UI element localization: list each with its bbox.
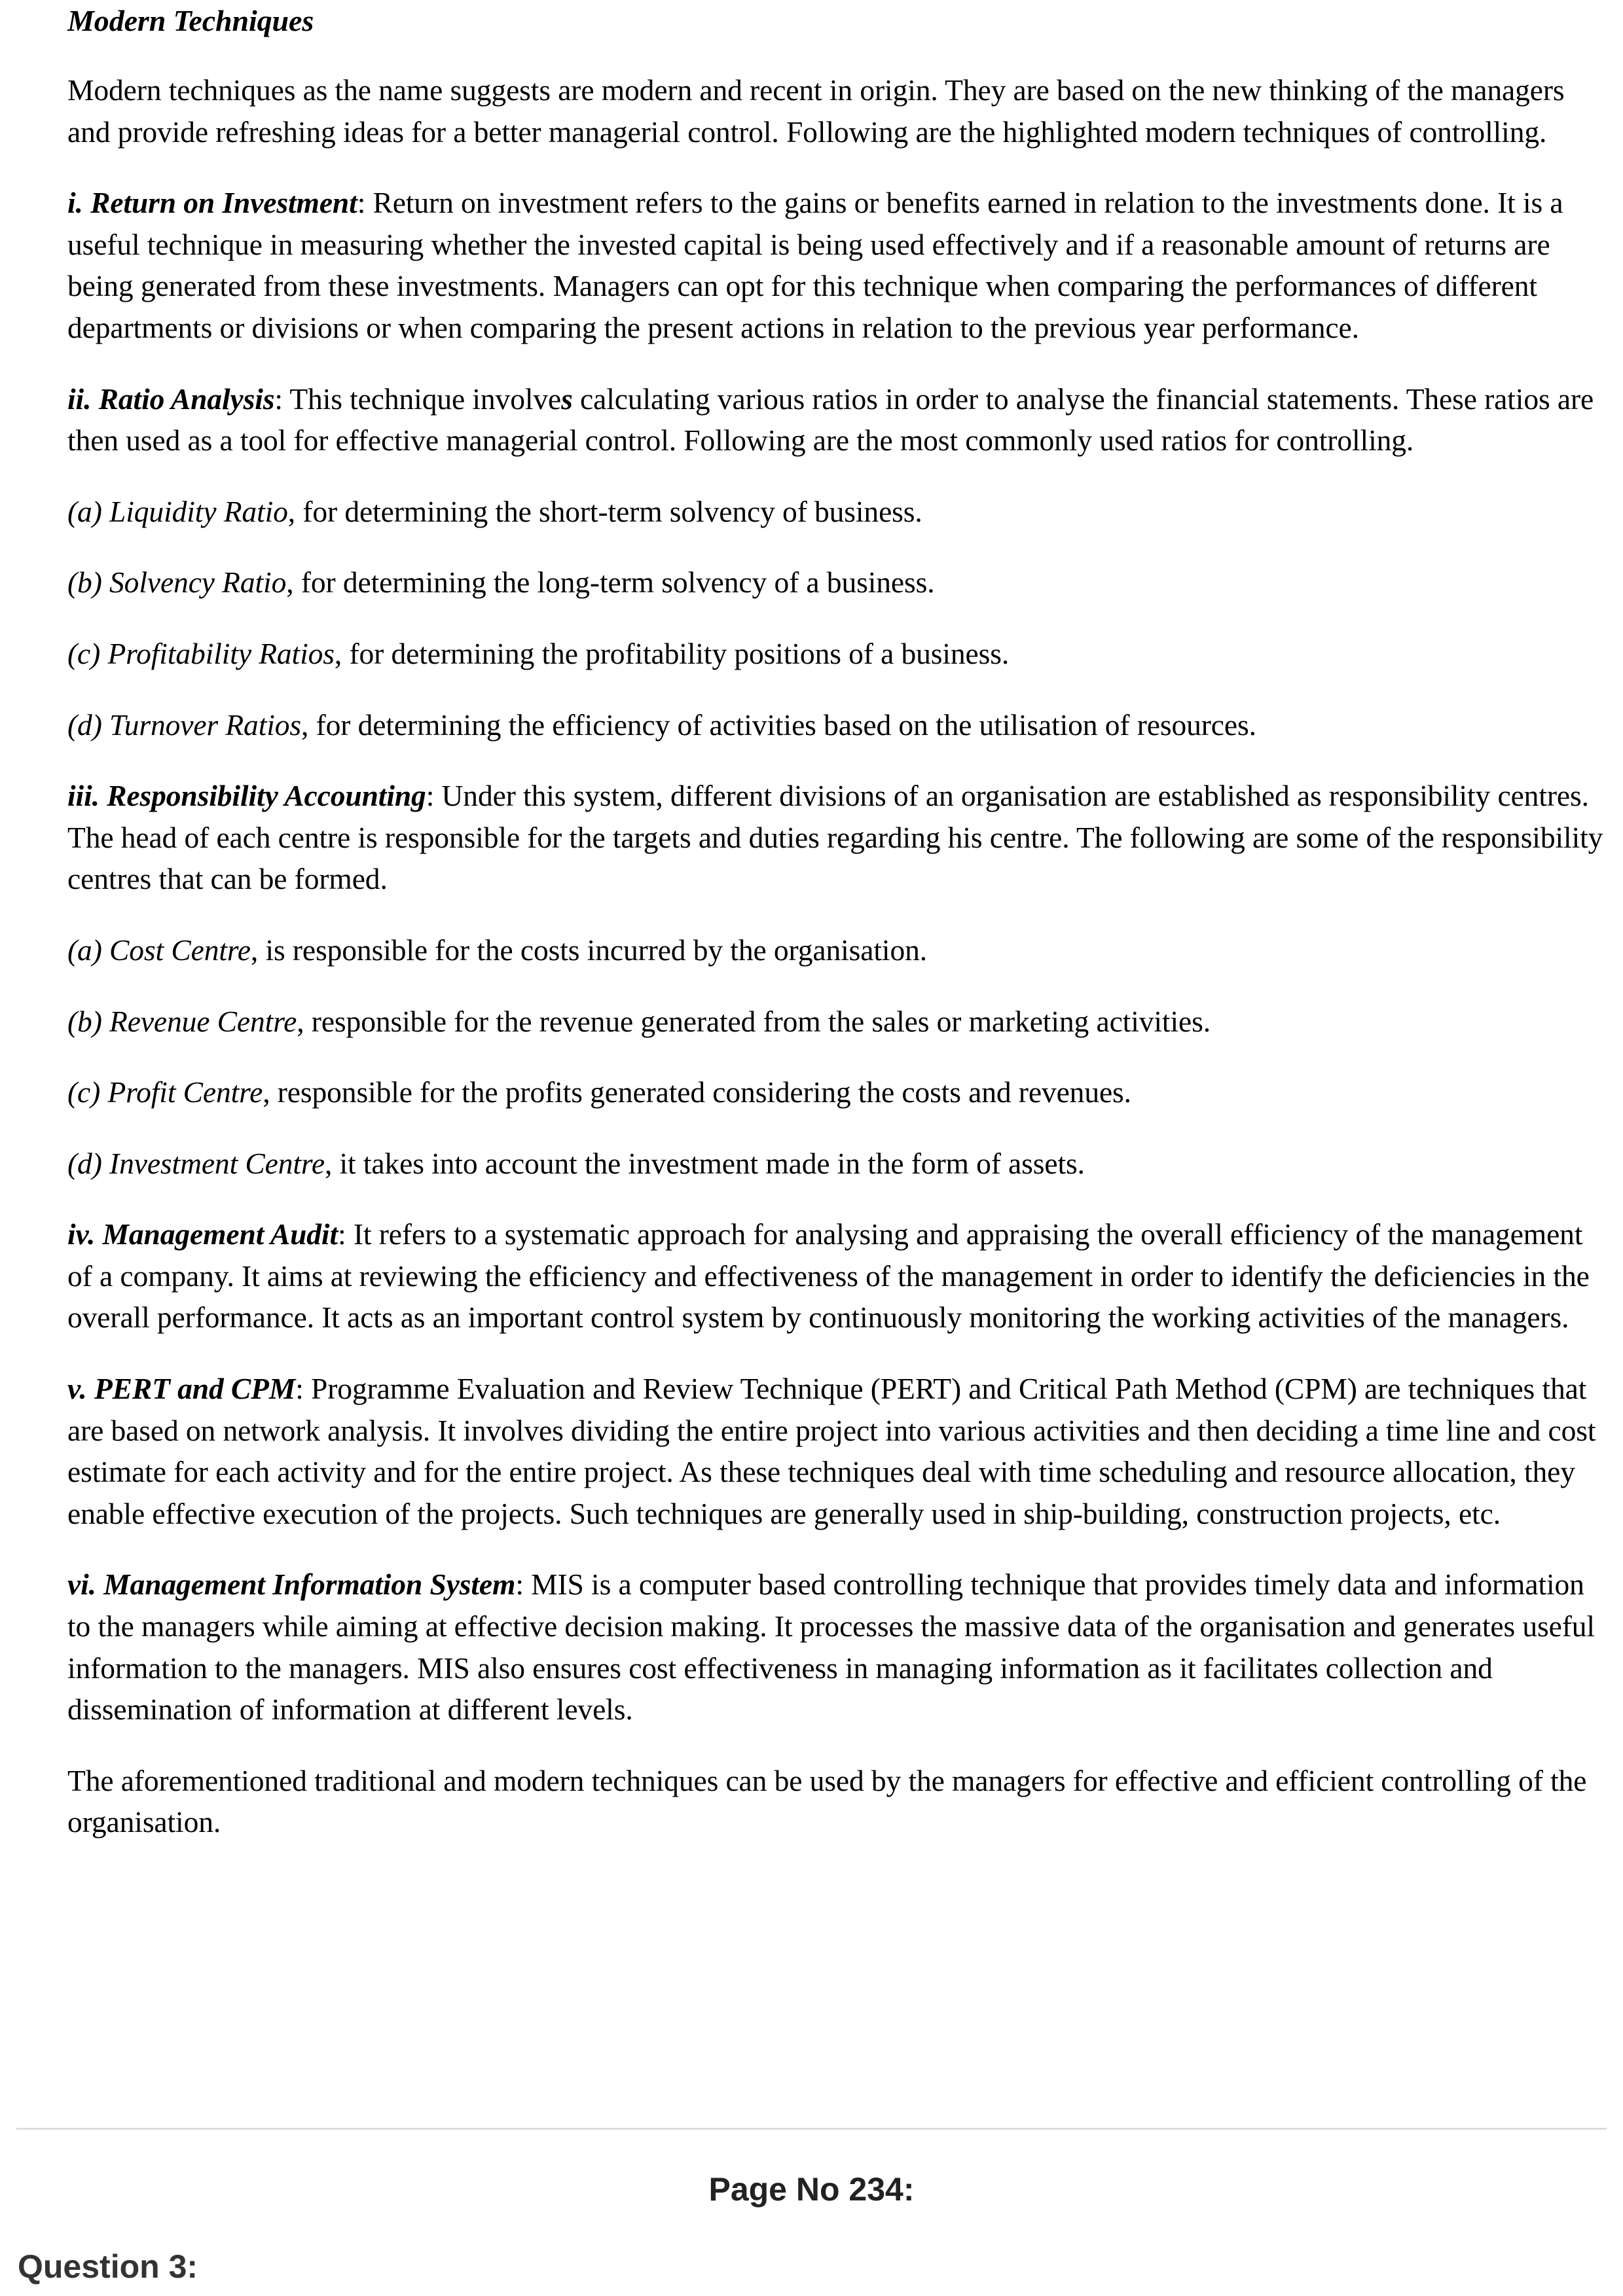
item-term: (b) Revenue Centre (67, 1004, 297, 1038)
item-desc: , is responsible for the costs incurred by the organisation. (250, 933, 928, 967)
section-label: iii. Responsibility Accounting (67, 779, 426, 813)
item-desc: , for determining the profitability positions of a business. (334, 636, 1010, 670)
section-pert-cpm (67, 1368, 1613, 1534)
section-management-information-system (67, 1564, 1613, 1730)
separator: : (515, 1568, 532, 1602)
item-term: (c) Profit Centre (67, 1075, 263, 1109)
list-item-investment-centre (67, 1143, 1613, 1185)
section-text: This technique involve (289, 382, 562, 416)
section-return-on-investment (67, 182, 1613, 348)
page-number: Page No 234: (708, 2171, 915, 2208)
section-title: Modern Techniques (67, 4, 314, 37)
item-term: (d) Turnover Ratios (67, 708, 302, 742)
list-item-profit-centre (67, 1071, 1613, 1113)
section-text: Return on investment refers to the gains or benefits earned in relation to the investments done. It is a useful technique in measuring whether the invested capital is being used effectively and if a reasonable amount of returns are being generated from these investments. Managers can opt for this technique when comparing the performances of different departments or divisions or when comparing the present actions in relation to the previous year performance. (67, 186, 1563, 344)
item-term: (c) Profitability Ratios (67, 636, 335, 670)
separator: : (274, 382, 290, 416)
section-responsibility-accounting (67, 775, 1613, 900)
separator: : (426, 779, 442, 813)
section-text: It refers to a systematic approach for analysing and appraising the overall efficiency of the management of a company. It aims at reviewing the efficiency and effectiveness of the management in order to identify the deficiencies in the overall performance. It acts as an important control system by continuously monitoring the working activities of the managers. (67, 1217, 1590, 1335)
list-item-liquidity-ratio (67, 491, 1613, 533)
intro-paragraph: Modern techniques as the name suggests are modern and recent in origin. They are based on the new thinking of the managers and provide refreshing ideas for a better managerial control. Following are the highlighted modern techniques of controlling. (67, 73, 1565, 149)
item-term: (a) Cost Centre (67, 933, 251, 967)
item-desc: , responsible for the revenue generated from the sales or marketing activities. (297, 1004, 1211, 1038)
list-item-profitability-ratios (67, 633, 1613, 675)
horizontal-divider (16, 2128, 1607, 2130)
section-management-audit (67, 1213, 1613, 1338)
list-item-turnover-ratios (67, 704, 1613, 746)
section-text: Under this system, different divisions of an organisation are established as responsibility centres. The head of each centre is responsible for the targets and duties regarding his centre. The following are some of the responsibility centres that can be formed. (67, 779, 1603, 896)
section-label: v. PERT and CPM (67, 1372, 296, 1406)
item-term: (a) Liquidity Ratio (67, 494, 288, 528)
list-item-cost-centre (67, 929, 1613, 971)
item-term: (d) Investment Centre (67, 1146, 325, 1180)
section-ratio-analysis (67, 378, 1613, 461)
list-item-solvency-ratio (67, 562, 1613, 603)
section-text-emphasis: s (561, 382, 573, 416)
section-text: Programme Evaluation and Review Technique (PERT) and Critical Path Method (CPM) are techniques that are based on network analysis. It involves dividing the entire project into various activities and then deciding a time line and cost estimate for each activity and for the entire project. As these techniques deal with time scheduling and resource allocation, they enable effective execution of the projects. Such techniques are generally used in ship-building, construction projects, etc. (67, 1372, 1596, 1530)
section-label: iv. Management Audit (67, 1217, 338, 1251)
section-label: ii. Ratio Analysis (67, 382, 275, 416)
item-desc: , responsible for the profits generated considering the costs and revenues. (263, 1075, 1131, 1109)
separator: : (338, 1217, 354, 1251)
list-item-revenue-centre (67, 1001, 1613, 1043)
section-label: vi. Management Information System (67, 1568, 516, 1602)
section-text: MIS is a computer based controlling technique that provides timely data and information to the managers while aiming at effective decision making. It processes the massive data of the organisation and generates useful information to the managers. MIS also ensures cost effectiveness in managing information as it facilitates collection and dissemination of information at different levels. (67, 1568, 1595, 1727)
item-desc: , for determining the efficiency of activities based on the utilisation of resources. (301, 708, 1256, 742)
item-desc: , for determining the short-term solvency of business. (287, 494, 922, 528)
item-desc: , for determining the long-term solvency of a business. (286, 565, 935, 600)
item-desc: , it takes into account the investment made in the form of assets. (324, 1146, 1085, 1180)
question-heading: Question 3: (18, 2248, 198, 2285)
separator: : (295, 1372, 312, 1406)
section-text: calculating various ratios in order to analyse the financial statements. These ratios are then used as a tool for effective managerial control. Following are the most commonly used ratios for controlling. (67, 382, 1594, 457)
separator: : (357, 186, 373, 220)
section-label: i. Return on Investment (67, 186, 357, 220)
document-body (67, 0, 1613, 1843)
item-term: (b) Solvency Ratio (67, 565, 287, 600)
conclusion-paragraph: The aforementioned traditional and modern techniques can be used by the managers for effective and efficient controlling of the organisation. (67, 1763, 1587, 1839)
